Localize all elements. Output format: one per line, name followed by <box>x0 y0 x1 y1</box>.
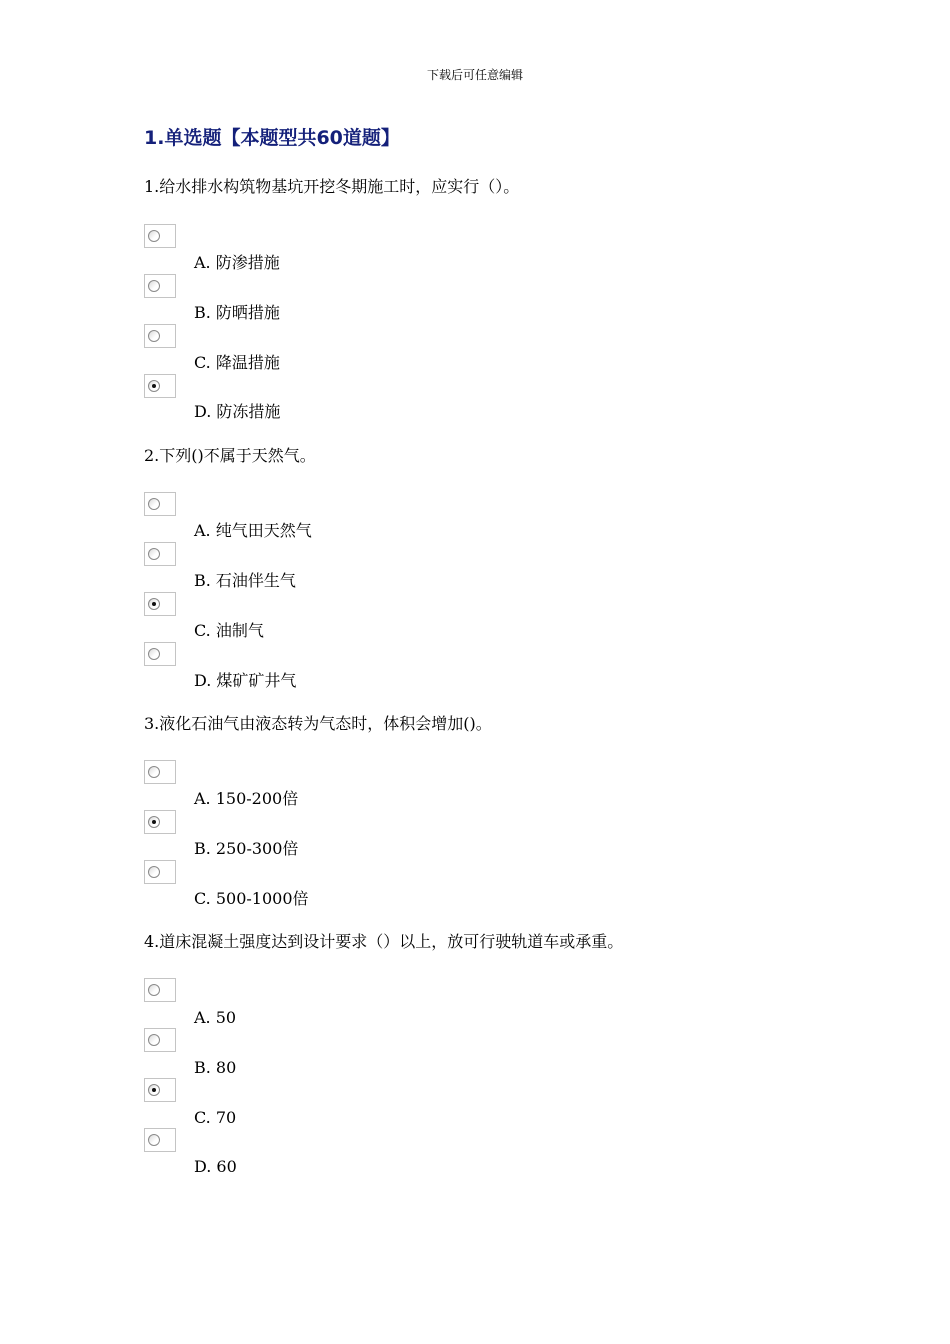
question-stem: 2.下列()不属于天然气。 <box>144 446 316 465</box>
option-b-label: B. 防晒措施 <box>194 303 280 322</box>
option-b-radio[interactable] <box>144 810 176 834</box>
section-title: 1.单选题【本题型共60道题】 <box>144 127 400 149</box>
radio-icon <box>148 766 160 778</box>
radio-icon <box>148 498 160 510</box>
option-d-radio[interactable] <box>144 1128 176 1152</box>
option-c-label: C. 油制气 <box>194 621 264 640</box>
option-c-label: C. 70 <box>194 1108 237 1127</box>
option-c-label: C. 降温措施 <box>194 353 280 372</box>
option-c-radio[interactable] <box>144 860 176 884</box>
option-b-radio[interactable] <box>144 274 176 298</box>
question-stem: 1.给水排水构筑物基坑开挖冬期施工时，应实行（）。 <box>144 177 520 196</box>
option-a-radio[interactable] <box>144 760 176 784</box>
radio-icon <box>148 984 160 996</box>
option-c-radio[interactable] <box>144 324 176 348</box>
radio-icon <box>148 230 160 242</box>
option-d-radio[interactable] <box>144 374 176 398</box>
radio-icon <box>148 816 160 828</box>
option-a-radio[interactable] <box>144 492 176 516</box>
radio-icon <box>148 1034 160 1046</box>
radio-icon <box>148 648 160 660</box>
option-d-radio[interactable] <box>144 642 176 666</box>
option-a-label: A. 防渗措施 <box>194 253 280 272</box>
radio-icon <box>148 548 160 560</box>
question-stem: 3.液化石油气由液态转为气态时，体积会增加()。 <box>144 714 492 733</box>
option-c-label: C. 500-1000倍 <box>194 889 309 908</box>
radio-icon <box>148 380 160 392</box>
option-a-label: A. 150-200倍 <box>194 789 299 808</box>
radio-icon <box>148 1084 160 1096</box>
radio-icon <box>148 598 160 610</box>
option-d-label: D. 60 <box>194 1157 237 1176</box>
option-a-label: A. 纯气田天然气 <box>194 521 312 540</box>
option-b-label: B. 250-300倍 <box>194 839 299 858</box>
radio-icon <box>148 866 160 878</box>
page-header: 下载后可任意编辑 <box>426 68 523 82</box>
radio-icon <box>148 280 160 292</box>
option-b-label: B. 石油伴生气 <box>194 571 296 590</box>
option-c-radio[interactable] <box>144 592 176 616</box>
question-stem: 4.道床混凝土强度达到设计要求（）以上，放可行驶轨道车或承重。 <box>144 932 624 951</box>
option-d-label: D. 煤矿矿井气 <box>194 671 297 690</box>
radio-icon <box>148 1134 160 1146</box>
option-a-label: A. 50 <box>194 1008 237 1027</box>
option-b-label: B. 80 <box>194 1058 237 1077</box>
radio-icon <box>148 330 160 342</box>
option-b-radio[interactable] <box>144 1028 176 1052</box>
option-b-radio[interactable] <box>144 542 176 566</box>
option-a-radio[interactable] <box>144 224 176 248</box>
option-d-label: D. 防冻措施 <box>194 402 281 421</box>
option-c-radio[interactable] <box>144 1078 176 1102</box>
option-a-radio[interactable] <box>144 978 176 1002</box>
